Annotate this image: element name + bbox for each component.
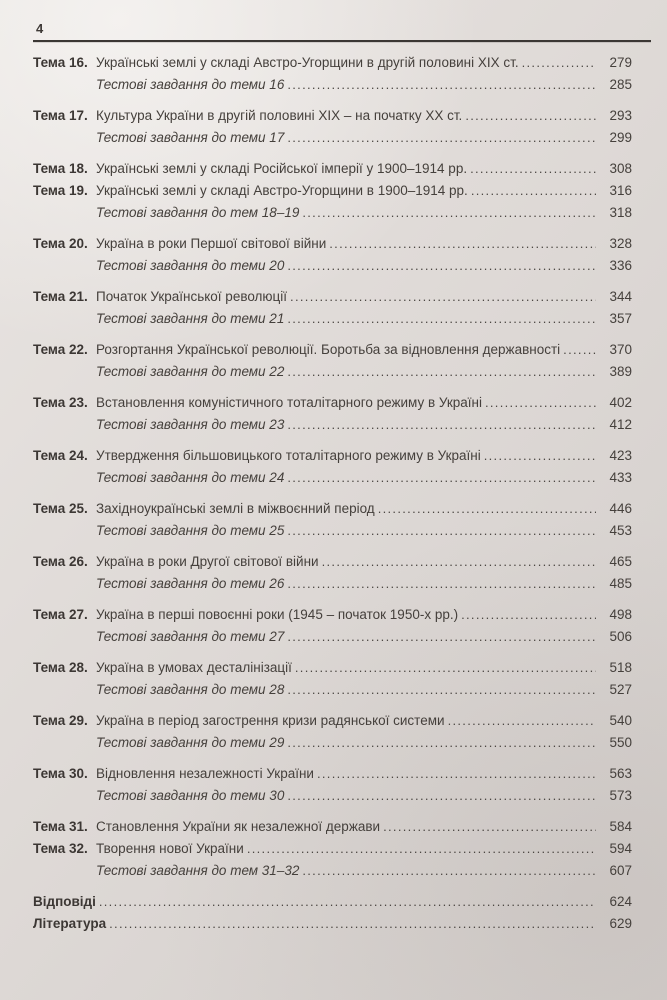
toc-entry-title: Україна в умовах десталінізації: [96, 660, 292, 675]
toc-entry-title: Творення нової України: [96, 841, 244, 856]
toc-entry-theme: [33, 52, 632, 74]
dot-leader: [375, 498, 596, 520]
toc-entry-label: Тема 24.: [33, 448, 88, 463]
toc-entry-test: [33, 414, 632, 436]
toc-entry-test: [33, 74, 632, 96]
toc-entry-page: 318: [609, 205, 632, 220]
dot-leader: [292, 657, 596, 679]
dot-leader: [380, 816, 596, 838]
toc-entry-page: 607: [609, 863, 632, 878]
toc-entry-title: Українські землі у складі Російської імперії у 1900–1914 рр.: [96, 161, 468, 176]
dot-leader: [462, 105, 596, 127]
dot-leader: [284, 573, 596, 595]
toc-entry-label: Тема 16.: [33, 55, 88, 70]
toc-entry-title: Відповіді: [33, 894, 96, 909]
dot-leader: [299, 202, 596, 224]
toc-entry-title: Тестові завдання до теми 24: [96, 470, 285, 485]
toc-entry-test: [33, 467, 632, 489]
toc-entry-label: Тема 22.: [33, 342, 88, 357]
toc-entry-theme: [33, 445, 632, 467]
toc-entry-label: Тема 26.: [33, 554, 88, 569]
toc-entry-title: Утвердження більшовицького тоталітарного режиму в Україні: [96, 448, 481, 463]
toc-entry-title: Тестові завдання до теми 30: [96, 788, 285, 803]
toc-entry-title: Відновлення незалежності України: [96, 766, 314, 781]
toc-entry-theme: [33, 551, 632, 573]
toc-entry-title: Тестові завдання до теми 21: [96, 311, 285, 326]
toc-entry-test: [33, 520, 632, 542]
toc-entry-page: 594: [609, 841, 632, 856]
dot-leader: [319, 551, 596, 573]
toc-entry-test: [33, 202, 632, 224]
toc-entry-label: Тема 27.: [33, 607, 88, 622]
toc-entry-test: [33, 255, 632, 277]
toc-entry-page: 506: [609, 629, 632, 644]
dot-leader: [284, 127, 596, 149]
toc-entry-title: Тестові завдання до теми 25: [96, 523, 285, 538]
toc-entry-label: Тема 32.: [33, 841, 88, 856]
dot-leader: [284, 626, 596, 648]
toc-entry-test: [33, 785, 632, 807]
dot-leader: [284, 74, 596, 96]
toc-entry-label: Тема 28.: [33, 660, 88, 675]
dot-leader: [284, 361, 596, 383]
toc-entry-test: [33, 573, 632, 595]
dot-leader: [287, 286, 596, 308]
toc-entry-title: Тестові завдання до теми 29: [96, 735, 285, 750]
dot-leader: [284, 467, 596, 489]
toc-entry-test: [33, 679, 632, 701]
toc-entry-theme: [33, 816, 632, 838]
toc-entry-theme: [33, 710, 632, 732]
toc-entry-page: 285: [609, 77, 632, 92]
toc-entry-page: 279: [609, 55, 632, 70]
toc-entry-theme: [33, 604, 632, 626]
toc-entry-page: 550: [609, 735, 632, 750]
toc-entry-test: [33, 308, 632, 330]
toc-entry-title: Україна в перші повоєнні роки (1945 – початок 1950-х рр.): [96, 607, 459, 622]
toc-entry-theme: [33, 105, 632, 127]
toc-entry-theme: [33, 286, 632, 308]
toc-entry-page: 629: [609, 916, 632, 931]
toc-entry-label: Тема 29.: [33, 713, 88, 728]
toc-entry-test: [33, 127, 632, 149]
dot-leader: [326, 233, 596, 255]
dot-leader: [314, 763, 596, 785]
toc-entry-page: 465: [609, 554, 632, 569]
toc-entry-title: Культура України в другій половині XIX – на початку XX ст.: [96, 108, 463, 123]
toc-entry-theme: [33, 657, 632, 679]
toc-entry-page: 446: [609, 501, 632, 516]
toc-entry-title: Початок Української революції: [96, 289, 288, 304]
toc-entry-page: 453: [609, 523, 632, 538]
toc-entry-page: 527: [609, 682, 632, 697]
dot-leader: [284, 255, 596, 277]
table-of-contents: [33, 52, 632, 935]
toc-entry-theme: [33, 838, 632, 860]
toc-entry-title: Тестові завдання до теми 26: [96, 576, 285, 591]
toc-entry-theme: [33, 498, 632, 520]
toc-entry-title: Література: [33, 916, 107, 931]
toc-entry-page: 624: [609, 894, 632, 909]
toc-entry-title: Україна в роки Першої світової війни: [96, 236, 327, 251]
toc-entry-page: 540: [609, 713, 632, 728]
toc-entry-title: Тестові завдання до теми 28: [96, 682, 285, 697]
toc-entry-page: 412: [609, 417, 632, 432]
toc-entry-title: Українські землі у складі Австро-Угорщини в другій половині XIX ст.: [96, 55, 519, 70]
toc-entry-theme: [33, 233, 632, 255]
toc-entry-title: Тестові завдання до теми 20: [96, 258, 285, 273]
toc-entry-title: Тестові завдання до тем 31–32: [96, 863, 300, 878]
toc-entry-test: [33, 626, 632, 648]
toc-entry-page: 357: [609, 311, 632, 326]
dot-leader: [468, 180, 596, 202]
toc-entry-theme: [33, 158, 632, 180]
dot-leader: [96, 891, 596, 913]
toc-entry-title: Тестові завдання до тем 18–19: [96, 205, 300, 220]
toc-entry-theme: [33, 339, 632, 361]
toc-entry-test: [33, 732, 632, 754]
toc-entry-page: 433: [609, 470, 632, 485]
toc-entry-page: 584: [609, 819, 632, 834]
toc-entry-page: 518: [609, 660, 632, 675]
toc-entry-label: Тема 18.: [33, 161, 88, 176]
dot-leader: [445, 710, 596, 732]
toc-entry-page: 293: [609, 108, 632, 123]
toc-entry-title: Тестові завдання до теми 16: [96, 77, 285, 92]
dot-leader: [244, 838, 596, 860]
toc-entry-theme: [33, 392, 632, 414]
dot-leader: [284, 732, 596, 754]
toc-entry-page: 370: [609, 342, 632, 357]
toc-entry-title: Тестові завдання до теми 27: [96, 629, 285, 644]
toc-entry-label: Тема 19.: [33, 183, 88, 198]
toc-entry-page: 308: [609, 161, 632, 176]
toc-entry-title: Українські землі у складі Австро-Угорщини в 1900–1914 рр.: [96, 183, 468, 198]
toc-entry-title: Україна в період загострення кризи радянської системи: [96, 713, 445, 728]
toc-entry-page: 316: [609, 183, 632, 198]
toc-entry-back: [33, 913, 632, 935]
toc-entry-title: Україна в роки Другої світової війни: [96, 554, 319, 569]
toc-entry-page: 498: [609, 607, 632, 622]
toc-entry-title: Західноукраїнські землі в міжвоєнний період: [96, 501, 375, 516]
page-header: [0, 0, 667, 42]
dot-leader: [284, 679, 596, 701]
toc-entry-page: 563: [609, 766, 632, 781]
dot-leader: [106, 913, 596, 935]
dot-leader: [560, 339, 596, 361]
toc-entry-label: Тема 20.: [33, 236, 88, 251]
toc-entry-label: Тема 21.: [33, 289, 88, 304]
toc-entry-label: Тема 31.: [33, 819, 88, 834]
toc-entry-title: Встановлення комуністичного тоталітарного режиму в Україні: [96, 395, 482, 410]
toc-entry-page: 336: [609, 258, 632, 273]
toc-entry-title: Становлення України як незалежної держави: [96, 819, 381, 834]
toc-entry-title: Тестові завдання до теми 22: [96, 364, 285, 379]
toc-entry-page: 344: [609, 289, 632, 304]
dot-leader: [284, 414, 596, 436]
header-rule: [33, 40, 651, 42]
toc-entry-test: [33, 860, 632, 882]
toc-entry-page: 328: [609, 236, 632, 251]
dot-leader: [482, 392, 596, 414]
toc-entry-page: 389: [609, 364, 632, 379]
toc-entry-label: Тема 25.: [33, 501, 88, 516]
toc-entry-back: [33, 891, 632, 913]
dot-leader: [467, 158, 596, 180]
toc-entry-page: 299: [609, 130, 632, 145]
toc-entry-title: Тестові завдання до теми 23: [96, 417, 285, 432]
toc-entry-title: Тестові завдання до теми 17: [96, 130, 285, 145]
dot-leader: [481, 445, 596, 467]
toc-entry-page: 423: [609, 448, 632, 463]
dot-leader: [284, 308, 596, 330]
dot-leader: [458, 604, 596, 626]
toc-entry-label: Тема 17.: [33, 108, 88, 123]
toc-entry-label: Тема 30.: [33, 766, 88, 781]
toc-entry-title: Розгортання Української революції. Боротьба за відновлення державності: [96, 342, 561, 357]
toc-entry-label: Тема 23.: [33, 395, 88, 410]
toc-entry-page: 485: [609, 576, 632, 591]
page-number: 4: [36, 21, 44, 36]
toc-entry-theme: [33, 180, 632, 202]
dot-leader: [284, 520, 596, 542]
dot-leader: [519, 52, 596, 74]
toc-entry-page: 573: [609, 788, 632, 803]
toc-entry-test: [33, 361, 632, 383]
dot-leader: [284, 785, 596, 807]
dot-leader: [299, 860, 596, 882]
toc-entry-theme: [33, 763, 632, 785]
toc-entry-page: 402: [609, 395, 632, 410]
